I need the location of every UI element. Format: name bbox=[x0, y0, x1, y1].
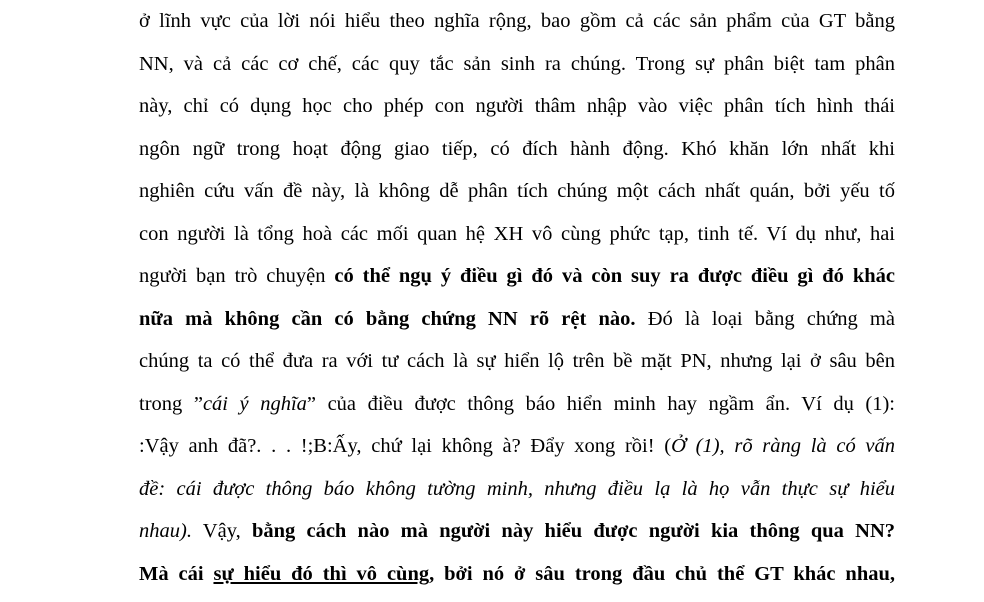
text-segment: nữa mà không cần có bằng chứng NN rõ rệt nào. bbox=[139, 307, 636, 330]
text-line bbox=[139, 43, 895, 86]
text-segment: Vậy, bbox=[191, 520, 252, 542]
text-segment: NN, và cả các cơ chế, các quy tắc sản sinh ra chúng. Trong sự phân biệt tam phân bbox=[139, 52, 895, 75]
text-line bbox=[139, 468, 895, 511]
text-line bbox=[139, 0, 895, 43]
body-text bbox=[139, 0, 895, 595]
text-line bbox=[139, 340, 895, 383]
text-segment: :Vậy anh đã?. . . !;B:Ấy, chứ lại không à? Đẩy xong rồi! ( bbox=[139, 435, 672, 457]
text-segment: Mà cái bbox=[139, 562, 214, 585]
text-segment: ” của điều được thông báo hiển minh hay ngầm ẩn. Ví dụ (1): bbox=[306, 392, 896, 415]
text-line bbox=[139, 128, 895, 171]
text-segment: đề: cái được thông báo không tường minh, nhưng điều lạ là họ vẫn thực sự hiểu bbox=[139, 477, 895, 500]
text-segment: Đó là loại bằng chứng mà bbox=[635, 307, 895, 330]
text-segment: bằng cách nào mà người này hiểu được người kia thông qua NN? bbox=[251, 520, 895, 542]
text-segment: này, chỉ có dụng học cho phép con người thâm nhập vào việc phân tích hình thái bbox=[139, 95, 895, 117]
text-line bbox=[139, 425, 895, 468]
text-line bbox=[139, 85, 895, 128]
text-segment: ở lĩnh vực của lời nói hiểu theo nghĩa rộng, bao gồm cả các sản phẩm của GT bằng bbox=[139, 10, 895, 32]
text-segment: , bởi nó ở sâu trong đầu chủ thể GT khác nhau, bbox=[429, 562, 895, 585]
text-segment: Ở (1), rõ ràng là có vấn bbox=[671, 435, 895, 457]
text-segment: trong ” bbox=[139, 392, 203, 415]
text-line bbox=[139, 170, 895, 213]
text-segment: con người là tổng hoà các mối quan hệ XH vô cùng phức tạp, tinh tế. Ví dụ như, hai bbox=[139, 222, 895, 245]
text-line bbox=[139, 213, 895, 256]
text-segment: nhau). bbox=[139, 520, 192, 542]
text-segment: chúng ta có thể đưa ra với tư cách là sự hiển lộ trên bề mặt PN, nhưng lại ở sâu bên bbox=[139, 350, 895, 372]
text-segment: có thể ngụ ý điều gì đó và còn suy ra được điều gì đó khác bbox=[334, 265, 895, 287]
text-segment: cái ý nghĩa bbox=[202, 392, 307, 415]
text-line bbox=[139, 298, 895, 341]
text-segment: nghiên cứu vấn đề này, là không dễ phân tích chúng một cách nhất quán, bởi yếu tố bbox=[139, 180, 895, 202]
text-line bbox=[139, 255, 895, 298]
text-line bbox=[139, 553, 895, 596]
text-line bbox=[139, 510, 895, 553]
text-segment: sự hiểu đó thì vô cùng bbox=[213, 562, 430, 585]
text-segment: người bạn trò chuyện bbox=[139, 265, 335, 287]
text-line bbox=[139, 383, 895, 426]
text-segment: ngôn ngữ trong hoạt động giao tiếp, có đích hành động. Khó khăn lớn nhất khi bbox=[139, 137, 895, 160]
